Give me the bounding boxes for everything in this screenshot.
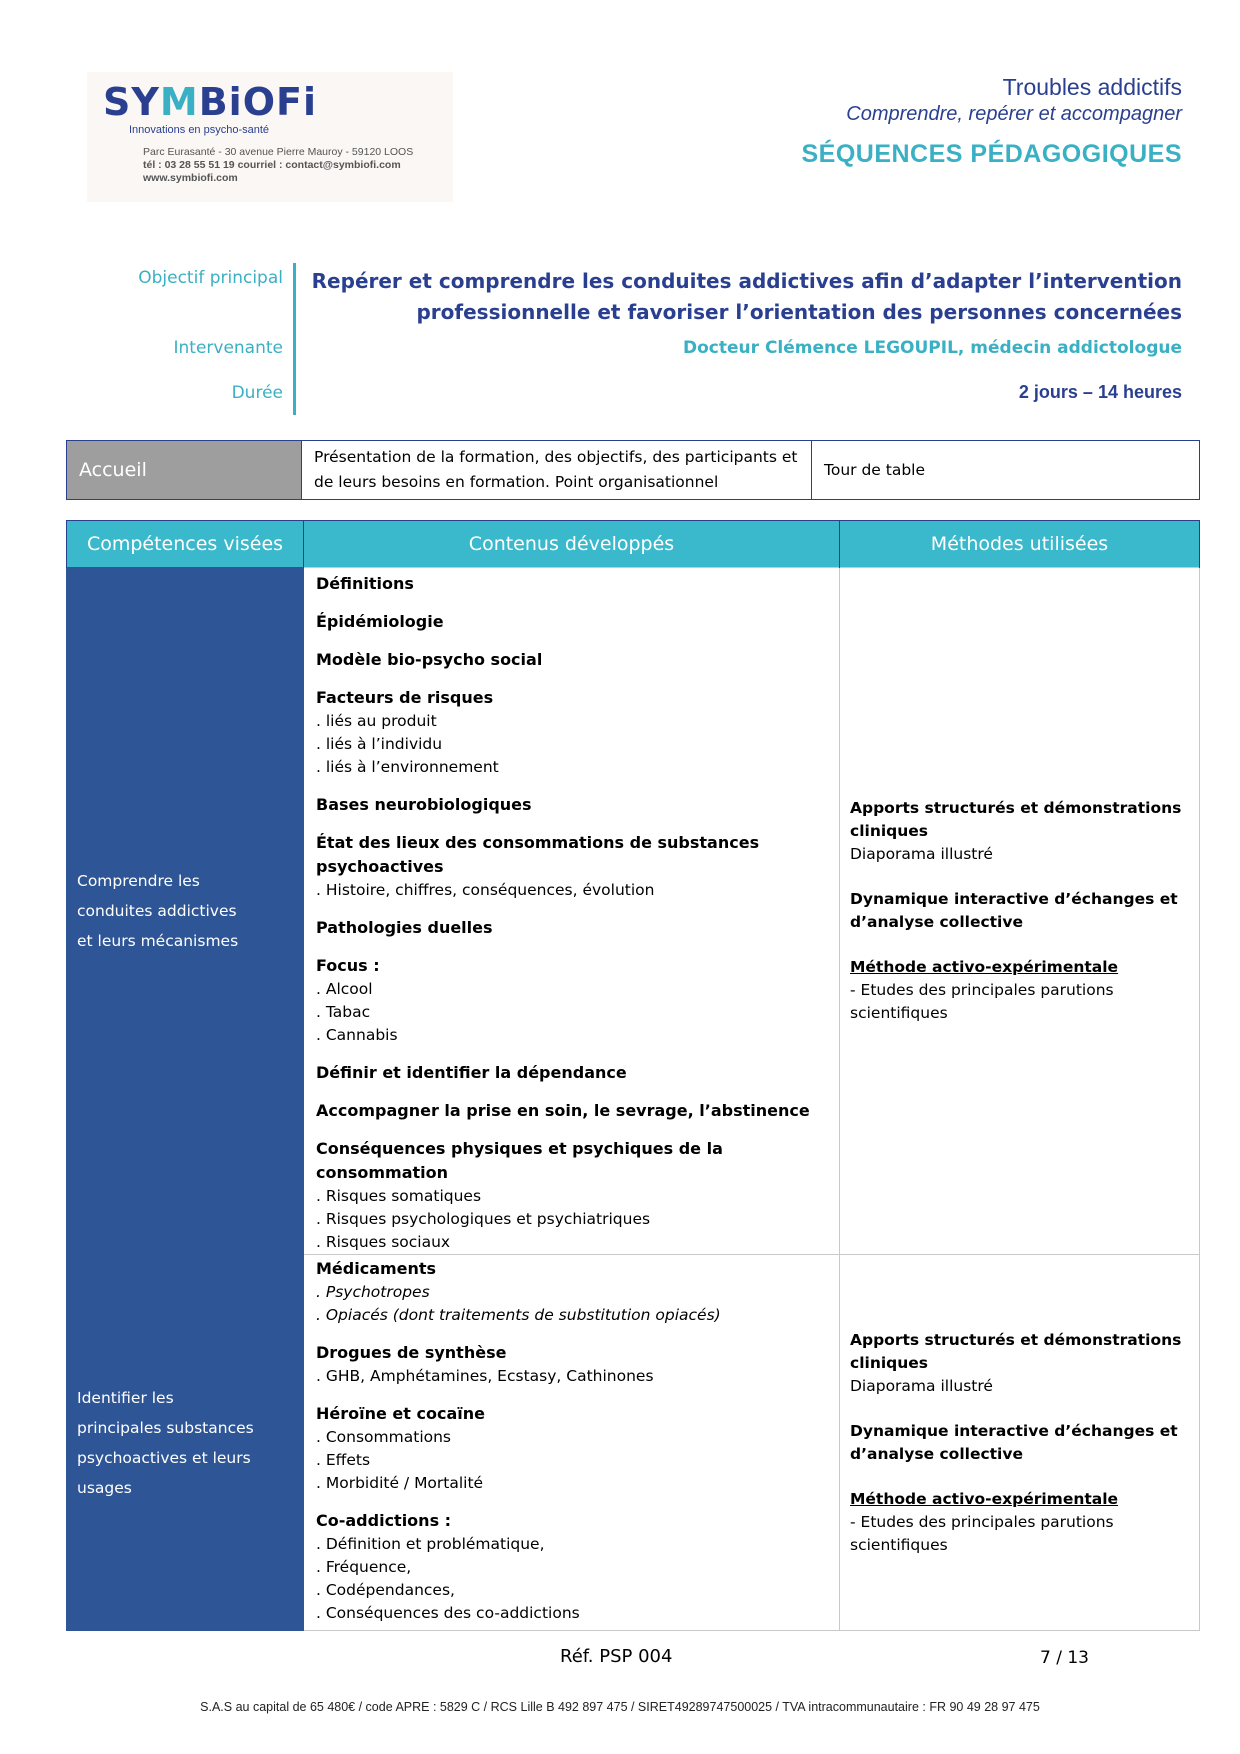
- content-block: [316, 831, 827, 902]
- content-block: [316, 916, 827, 940]
- info-divider: [293, 263, 296, 415]
- competence-line: psychoactives et leurs: [77, 1448, 251, 1467]
- table-header-row: [67, 521, 1200, 568]
- content-block: [316, 1099, 827, 1123]
- method-heading: Apports structurés et démonstrations: [850, 799, 1182, 817]
- accueil-table: [66, 440, 1200, 500]
- content-heading: Épidémiologie: [316, 612, 444, 631]
- method-detail: scientifiques: [850, 1535, 948, 1554]
- content-heading: Co-addictions :: [316, 1511, 452, 1530]
- duree-value: 2 jours – 14 heures: [1018, 382, 1182, 402]
- content-item: . Risques sociaux: [316, 1233, 451, 1251]
- content-block: [316, 1509, 827, 1625]
- document-subtitle: Comprendre, repérer et accompagner: [846, 103, 1182, 125]
- content-heading: Héroïne et cocaïne: [316, 1404, 485, 1423]
- content-item: . Définition et problématique,: [316, 1535, 545, 1553]
- page-number: 7 / 13: [1040, 1648, 1089, 1668]
- logo-website: www.symbiofi.com: [143, 172, 238, 184]
- content-heading: Définitions: [316, 574, 414, 593]
- method-detail: - Etudes des principales parutions: [850, 1512, 1114, 1531]
- document-title: Troubles addictifs: [1002, 74, 1182, 100]
- method-heading: cliniques: [850, 822, 929, 840]
- method-heading: d’analyse collective: [850, 913, 1023, 931]
- content-item: . Psychotropes: [316, 1283, 430, 1301]
- logo-contact: tél : 03 28 55 51 19 courriel : contact@symbiofi.com: [143, 159, 401, 171]
- competence-line: et leurs mécanismes: [77, 932, 239, 950]
- content-heading: Facteurs de risques: [316, 688, 494, 707]
- logo-address: Parc Eurasanté - 30 avenue Pierre Mauroy - 59120 LOOS: [143, 146, 414, 158]
- content-heading: Drogues de synthèse: [316, 1343, 507, 1362]
- content-heading: Conséquences physiques et psychiques de la consommation: [316, 1139, 723, 1182]
- table-row: [67, 1255, 1200, 1631]
- content-heading: Pathologies duelles: [316, 918, 493, 937]
- content-cell: [304, 1255, 840, 1631]
- content-item: . Tabac: [316, 1003, 371, 1021]
- content-heading: Accompagner la prise en soin, le sevrage, l’abstinence: [316, 1101, 810, 1120]
- content-item: . GHB, Amphétamines, Ecstasy, Cathinones: [316, 1367, 654, 1385]
- method-detail: Diaporama illustré: [850, 845, 993, 863]
- column-header-competences: Compétences visées: [67, 521, 304, 568]
- sequences-table: [66, 520, 1200, 1631]
- document-header: [801, 74, 1182, 169]
- content-block: [316, 648, 827, 672]
- method-detail: Diaporama illustré: [850, 1376, 993, 1395]
- content-block: [316, 1257, 827, 1327]
- intervenante-value: Docteur Clémence LEGOUPIL, médecin addictologue: [683, 338, 1182, 358]
- content-item: . Conséquences des co-addictions: [316, 1604, 580, 1622]
- competence-line: usages: [77, 1478, 132, 1497]
- document-reference: Réf. PSP 004: [560, 1646, 673, 1667]
- objectif-line: professionnelle et favoriser l’orientation des personnes concernées: [416, 300, 1182, 324]
- content-heading: Médicaments: [316, 1259, 437, 1278]
- legal-footer: S.A.S au capital de 65 480€ / code APRE : 5829 C / RCS Lille B 492 897 475 / SIRET49289747500025 / TVA intracommunautaire : FR 90 49 28 97 475: [200, 1700, 1040, 1714]
- competence-cell: [67, 1255, 304, 1631]
- content-item: . liés au produit: [316, 712, 437, 730]
- accueil-method: Tour de table: [812, 441, 1200, 500]
- section-title: SÉQUENCES PÉDAGOGIQUES: [801, 140, 1182, 168]
- content-block: [316, 1137, 827, 1254]
- content-item: . Opiacés (dont traitements de substitution opiacés): [316, 1306, 721, 1324]
- content-block: [316, 610, 827, 634]
- objectif-label: Objectif principal: [138, 268, 283, 288]
- content-block: [316, 793, 827, 817]
- methods-cell: [840, 1255, 1200, 1631]
- objectif-line: Repérer et comprendre les conduites addictives afin d’adapter l’intervention: [311, 269, 1182, 293]
- content-block: [316, 572, 827, 596]
- content-block: [316, 1061, 827, 1085]
- column-header-methodes: Méthodes utilisées: [840, 521, 1200, 568]
- content-heading: Modèle bio-psycho social: [316, 650, 543, 669]
- content-item: . Risques psychologiques et psychiatriques: [316, 1210, 651, 1228]
- competence-cell: [67, 568, 304, 1255]
- content-block: [316, 1402, 827, 1495]
- content-block: [316, 686, 827, 779]
- accueil-label: Accueil: [67, 441, 302, 500]
- content-cell: [304, 568, 840, 1255]
- intervenante-label: Intervenante: [173, 338, 283, 358]
- content-heading: Définir et identifier la dépendance: [316, 1063, 627, 1082]
- content-heading: Bases neurobiologiques: [316, 795, 532, 814]
- competence-line: Comprendre les: [77, 872, 200, 890]
- content-item: . liés à l’environnement: [316, 758, 499, 776]
- methods-cell: [840, 568, 1200, 1255]
- content-item: . Histoire, chiffres, conséquences, évolution: [316, 881, 655, 899]
- accueil-description: [302, 441, 812, 500]
- method-heading: Apports structurés et démonstrations: [850, 1330, 1182, 1349]
- method-heading: Dynamique interactive d’échanges et: [850, 890, 1178, 908]
- company-logo: [87, 72, 453, 202]
- content-item: . Morbidité / Mortalité: [316, 1474, 484, 1492]
- method-heading: Méthode activo-expérimentale: [850, 1489, 1119, 1508]
- competence-line: Identifier les: [77, 1388, 174, 1407]
- content-item: . Consommations: [316, 1428, 452, 1446]
- content-item: . Risques somatiques: [316, 1187, 482, 1205]
- content-item: . Cannabis: [316, 1026, 398, 1044]
- content-heading: État des lieux des consommations de substances psychoactives: [316, 833, 760, 876]
- content-item: . Codépendances,: [316, 1581, 455, 1599]
- content-item: . Alcool: [316, 980, 373, 998]
- content-item: . Fréquence,: [316, 1558, 412, 1576]
- duree-label: Durée: [231, 383, 283, 403]
- logo-wordmark: SYMBiOFi: [103, 80, 317, 124]
- method-heading: Méthode activo-expérimentale: [850, 958, 1119, 976]
- content-block: [316, 954, 827, 1047]
- method-detail: scientifiques: [850, 1004, 948, 1022]
- content-item: . liés à l’individu: [316, 735, 443, 753]
- content-block: [316, 1341, 827, 1388]
- objectif-value: [312, 266, 1182, 328]
- competence-line: principales substances: [77, 1418, 254, 1437]
- method-heading: d’analyse collective: [850, 1444, 1023, 1463]
- method-detail: - Etudes des principales parutions: [850, 981, 1114, 999]
- logo-address-block: [143, 146, 413, 185]
- content-item: . Effets: [316, 1451, 371, 1469]
- logo-tagline: Innovations en psycho-santé: [129, 124, 270, 136]
- content-heading: Focus :: [316, 956, 380, 975]
- method-heading: Dynamique interactive d’échanges et: [850, 1421, 1178, 1440]
- accueil-row: [67, 441, 1200, 500]
- column-header-contenus: Contenus développés: [304, 521, 840, 568]
- accueil-line: Présentation de la formation, des objectifs, des participants et: [314, 448, 798, 466]
- method-heading: cliniques: [850, 1353, 929, 1372]
- accueil-line: de leurs besoins en formation. Point organisationnel: [314, 473, 719, 491]
- competence-line: conduites addictives: [77, 902, 237, 920]
- table-row: [67, 568, 1200, 1255]
